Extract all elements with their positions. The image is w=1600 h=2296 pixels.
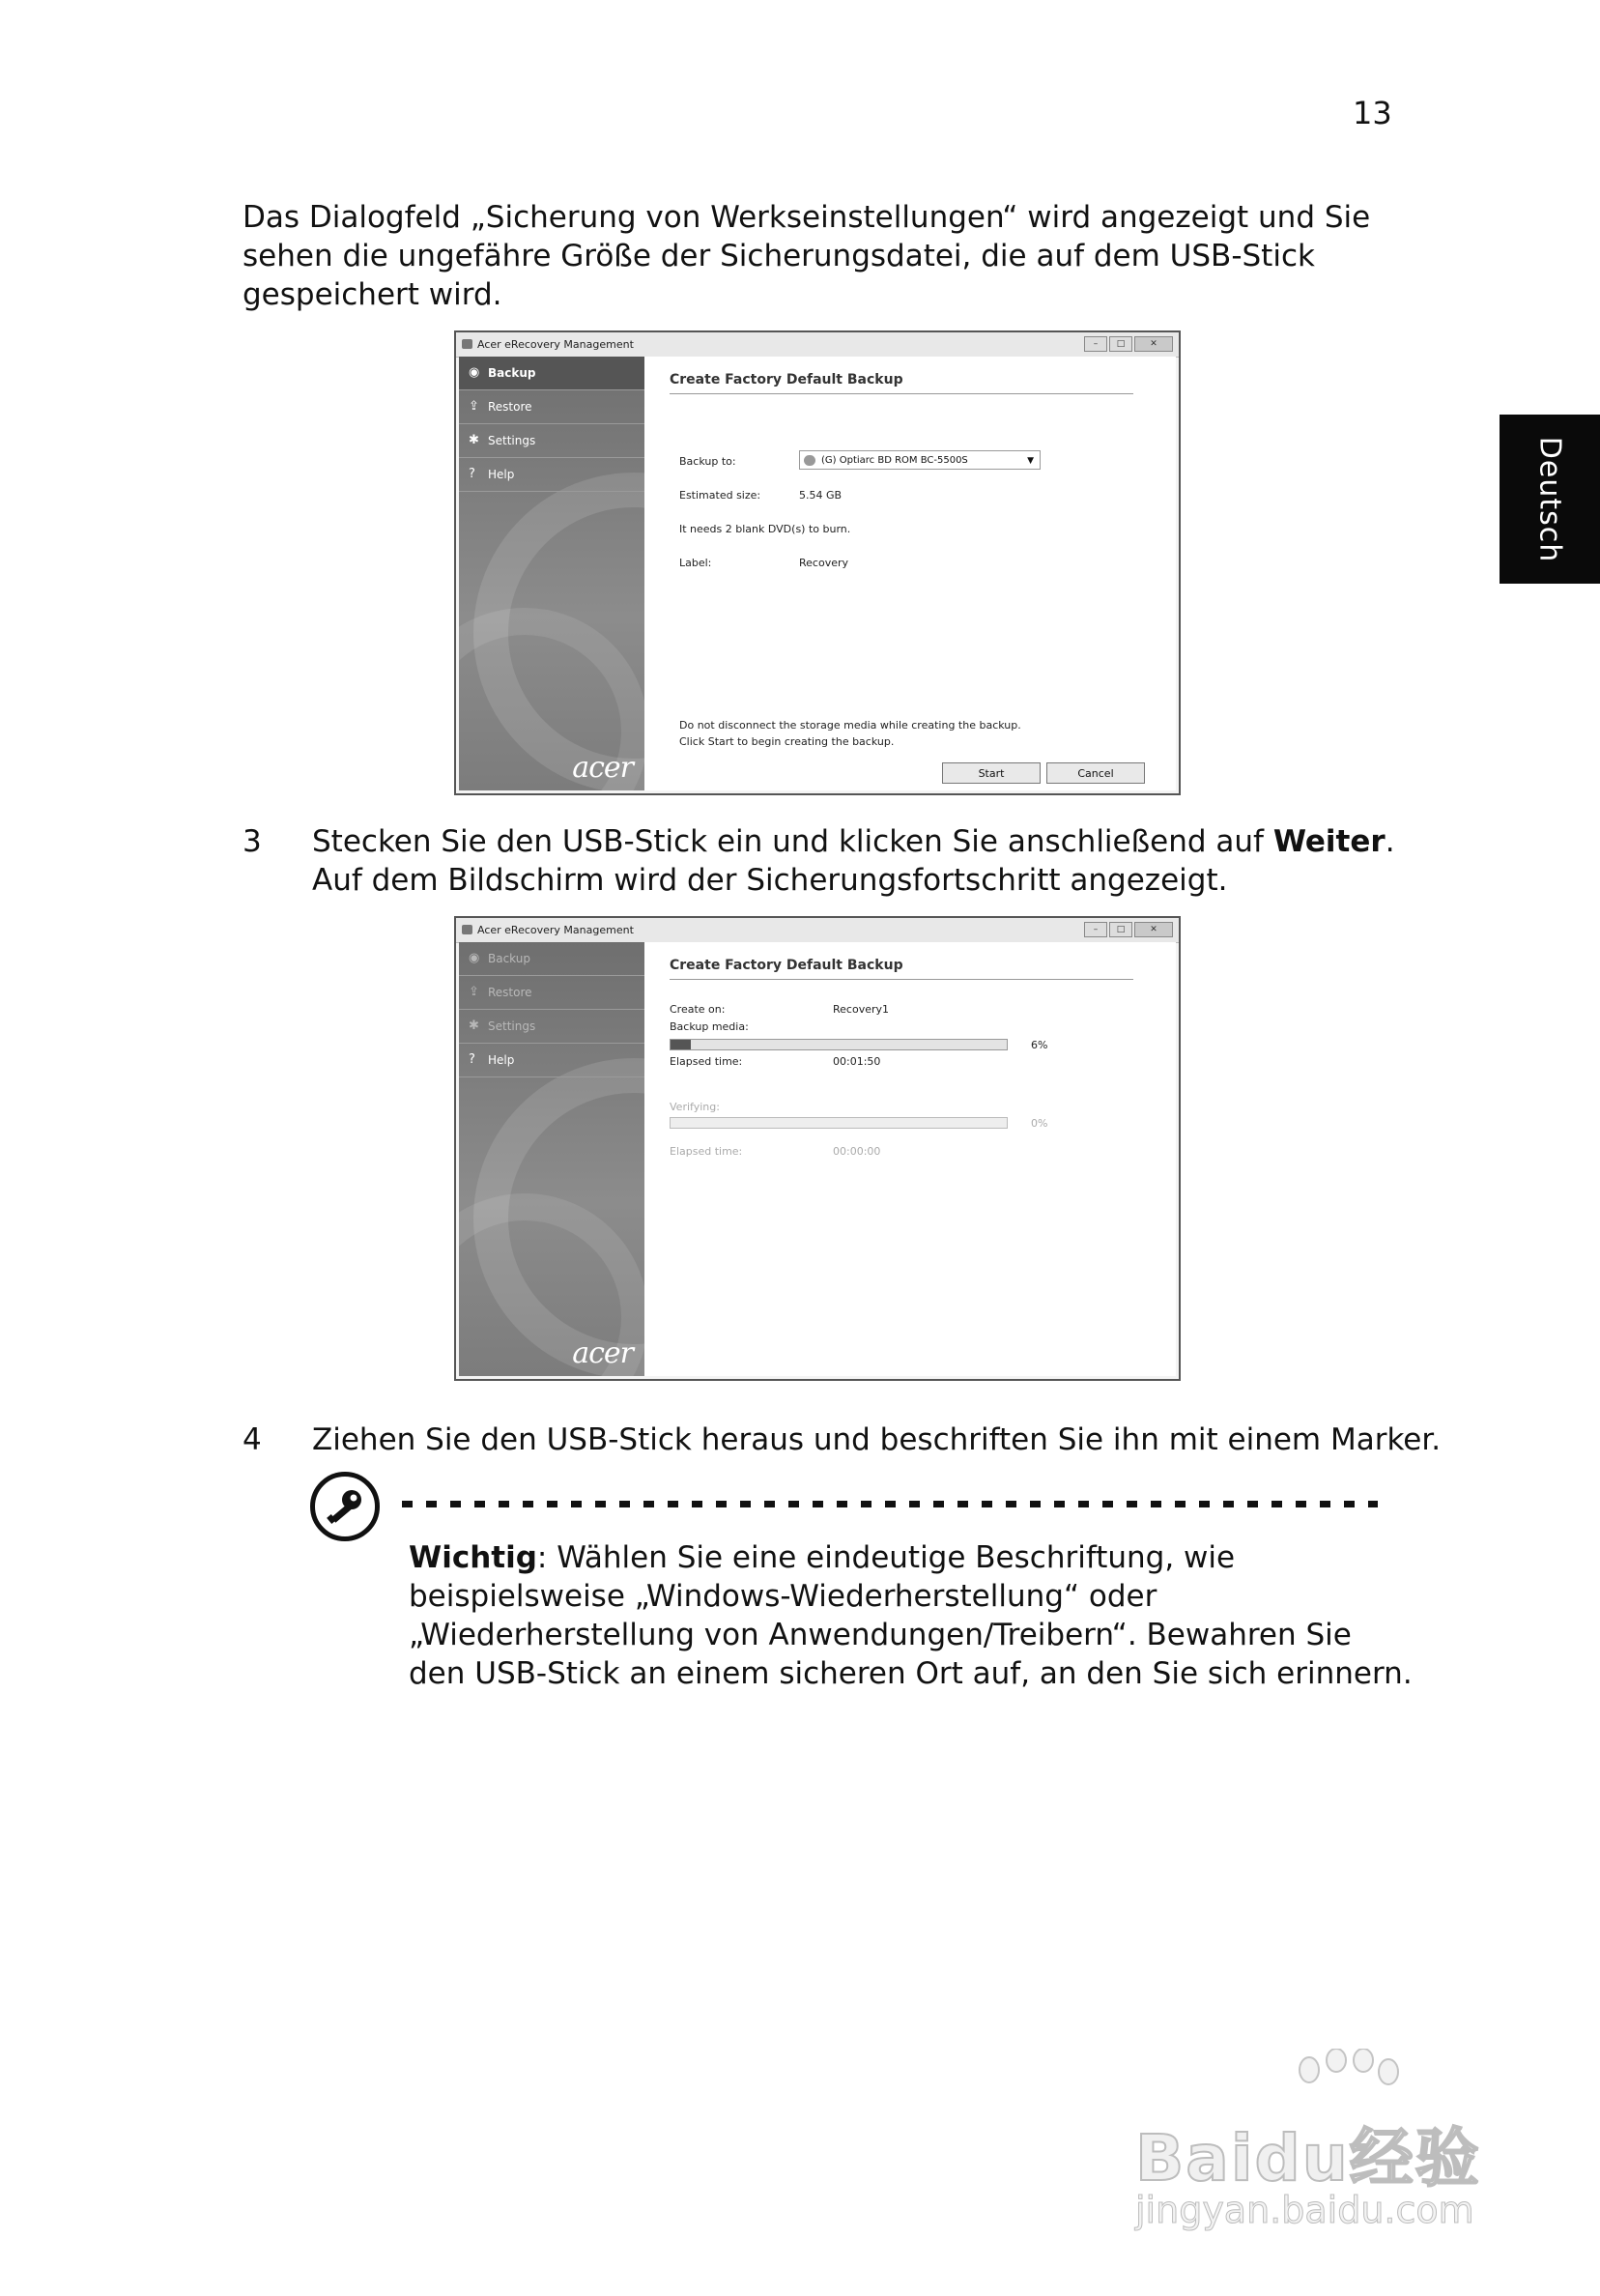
restore-icon: ⇪ xyxy=(469,399,479,414)
restore-icon: ⇪ xyxy=(469,985,479,999)
elapsed-time-label: Elapsed time: xyxy=(670,1055,743,1068)
estimated-size-value: 5.54 GB xyxy=(799,489,843,502)
backup-to-value: (G) Optiarc BD ROM BC-5500S xyxy=(821,455,968,466)
cancel-button[interactable]: Cancel xyxy=(1046,762,1145,784)
verify-progress-percent: 0% xyxy=(1031,1117,1048,1130)
instruction-text: Click Start to begin creating the backup. xyxy=(679,735,895,748)
help-icon: ? xyxy=(469,467,475,481)
acer-logo: acer xyxy=(572,1336,633,1370)
chevron-down-icon: ▼ xyxy=(1027,456,1034,466)
disc-drive-icon xyxy=(804,455,815,466)
backup-to-select[interactable] xyxy=(799,450,1041,470)
window-titlebar xyxy=(456,918,1179,943)
app-icon xyxy=(462,925,472,934)
backup-icon: ◉ xyxy=(469,951,480,965)
sidebar-nav xyxy=(459,942,644,1376)
important-note: Wichtig: Wählen Sie eine eindeutige Beschriftung, wie beispielsweise „Windows-Wiederherstellung“ oder „Wiederherstellung von Anwendungen/Treibern“. Bewahren Sie den USB-Stick an einem sicheren Ort auf, an den Sie sich erinnern. xyxy=(409,1540,1413,1691)
acer-logo: acer xyxy=(572,751,633,785)
note-divider xyxy=(402,1501,1378,1507)
step-text: Stecken Sie den USB-Stick ein und klicken Sie anschließend auf Weiter. Auf dem Bildschirm wird der Sicherungsfortschritt angezeigt. xyxy=(312,824,1395,898)
sidebar-item-backup[interactable]: ◉ Backup xyxy=(459,357,644,390)
gear-icon: ✱ xyxy=(469,433,479,447)
panel-heading: Create Factory Default Backup xyxy=(670,372,1133,394)
elapsed-time-label: Elapsed time: xyxy=(670,1145,743,1158)
verifying-label: Verifying: xyxy=(670,1101,720,1113)
help-icon: ? xyxy=(469,1052,475,1067)
page-number: 13 xyxy=(1353,95,1392,131)
step-4 xyxy=(243,1421,1442,1464)
close-icon[interactable]: ✕ xyxy=(1134,336,1173,352)
sidebar-item-help[interactable]: ? Help xyxy=(459,1044,644,1077)
maximize-icon[interactable]: □ xyxy=(1109,922,1132,937)
start-button[interactable]: Start xyxy=(942,762,1041,784)
note-emphasis: Wichtig xyxy=(409,1540,537,1575)
elapsed-time-value: 00:00:00 xyxy=(833,1145,881,1158)
backup-progress-percent: 6% xyxy=(1031,1039,1048,1051)
minimize-icon[interactable]: – xyxy=(1084,336,1107,352)
window-title: Acer eRecovery Management xyxy=(477,338,634,351)
content-panel xyxy=(644,357,1176,790)
minimize-icon[interactable]: – xyxy=(1084,922,1107,937)
label-value: Recovery xyxy=(799,557,849,569)
sidebar-item-help[interactable]: ? Help xyxy=(459,458,644,492)
watermark-brand: Baidu经验 xyxy=(1135,2121,1481,2196)
warning-text: Do not disconnect the storage media while creating the backup. xyxy=(679,719,1021,732)
screenshot-backup-progress xyxy=(454,916,1181,1381)
intro-paragraph: Das Dialogfeld „Sicherung von Werkseinstellungen“ wird angezeigt und Sie sehen die ungefähre Größe der Sicherungsdatei, die auf dem USB-Stick gespeichert wird. xyxy=(243,200,1371,312)
window-controls xyxy=(1082,922,1173,937)
app-icon xyxy=(462,339,472,349)
panel-heading: Create Factory Default Backup xyxy=(670,958,1133,980)
sidebar-item-backup[interactable]: ◉ Backup xyxy=(459,942,644,976)
verify-progress-bar xyxy=(670,1117,1008,1129)
backup-progress-fill xyxy=(671,1040,691,1049)
create-on-label: Create on: xyxy=(670,1003,726,1016)
window-title: Acer eRecovery Management xyxy=(477,924,634,936)
step-3 xyxy=(243,822,1412,909)
create-on-value: Recovery1 xyxy=(833,1003,890,1016)
backup-icon: ◉ xyxy=(469,365,480,380)
step-text: Ziehen Sie den USB-Stick heraus und beschriften Sie ihn mit einem Marker. xyxy=(312,1422,1442,1457)
close-icon[interactable]: ✕ xyxy=(1134,922,1173,937)
watermark-url: jingyan.baidu.com xyxy=(1135,2189,1474,2231)
maximize-icon[interactable]: □ xyxy=(1109,336,1132,352)
step-number: 3 xyxy=(243,824,262,859)
label-label: Label: xyxy=(679,557,712,569)
backup-to-label: Backup to: xyxy=(679,455,736,468)
dvd-note: It needs 2 blank DVD(s) to burn. xyxy=(679,523,851,535)
sidebar-item-restore[interactable]: ⇪ Restore xyxy=(459,390,644,424)
key-icon xyxy=(310,1472,380,1541)
screenshot-backup-dialog xyxy=(454,330,1181,795)
backup-media-label: Backup media: xyxy=(670,1020,749,1033)
backup-progress-bar xyxy=(670,1039,1008,1050)
estimated-size-label: Estimated size: xyxy=(679,489,761,502)
gear-icon: ✱ xyxy=(469,1019,479,1033)
sidebar-item-settings[interactable]: ✱ Settings xyxy=(459,424,644,458)
language-tab-label: Deutsch xyxy=(1532,436,1567,562)
sidebar-nav xyxy=(459,357,644,790)
sidebar-item-settings[interactable]: ✱ Settings xyxy=(459,1010,644,1044)
language-tab xyxy=(1500,415,1600,584)
baidu-watermark xyxy=(1135,2049,1512,2242)
content-panel xyxy=(644,942,1176,1376)
weiter-emphasis: Weiter xyxy=(1272,824,1386,859)
window-controls xyxy=(1082,336,1173,352)
sidebar-item-restore[interactable]: ⇪ Restore xyxy=(459,976,644,1010)
step-number: 4 xyxy=(243,1422,262,1457)
elapsed-time-value: 00:01:50 xyxy=(833,1055,881,1068)
window-titlebar xyxy=(456,332,1179,358)
